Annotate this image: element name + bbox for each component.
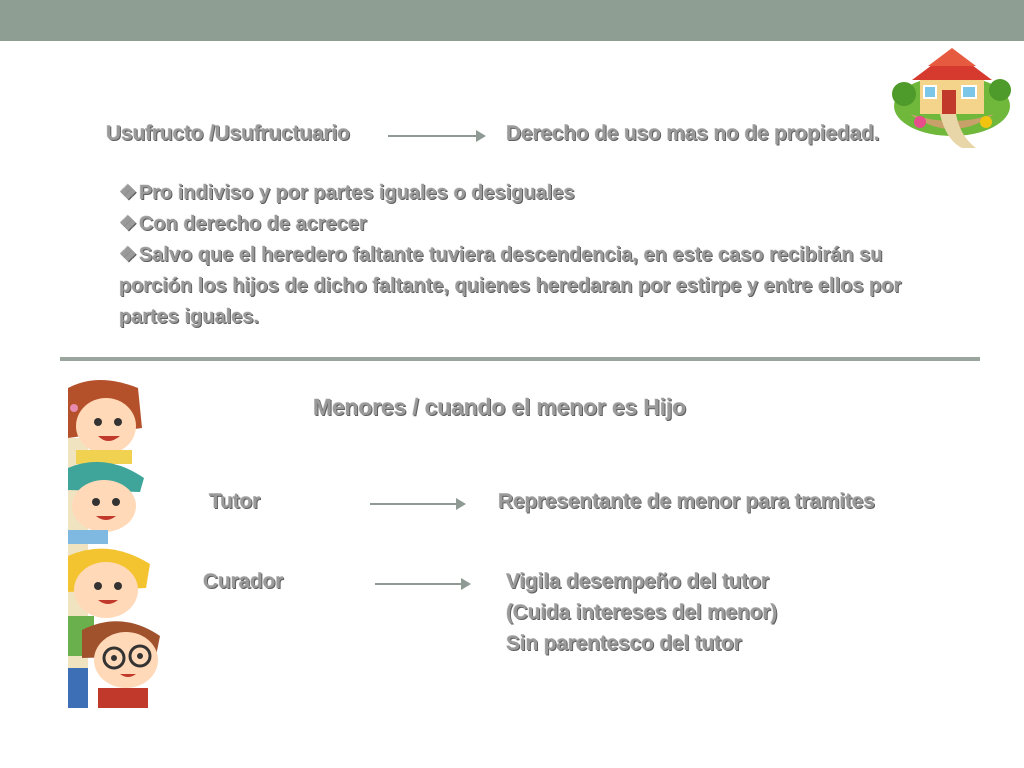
arrow-head [456, 498, 466, 510]
arrow-head [461, 578, 471, 590]
diamond-bullet-icon: ❖ [119, 182, 137, 204]
bullet-list [119, 178, 939, 333]
arrow-line [370, 503, 458, 505]
curador-line: Vigila desempeño del tutor [506, 570, 769, 593]
tutor-label: Tutor [209, 490, 261, 513]
curador-arrow [375, 578, 471, 590]
house-illustration [890, 44, 1014, 148]
bullet-item: ❖ Con derecho de acrecer [119, 213, 367, 235]
tutor-arrow [370, 498, 466, 510]
menores-heading: Menores / cuando el menor es Hijo [313, 394, 686, 420]
section-divider [60, 357, 980, 361]
arrow-head [476, 130, 486, 142]
diamond-bullet-icon: ❖ [119, 213, 137, 235]
usufructo-definition: Derecho de uso mas no de propiedad. [506, 122, 880, 145]
usufructo-term: Usufructo /Usufructuario [106, 122, 350, 145]
bullet-item: ❖ Salvo que el heredero faltante tuviera descendencia, en este caso recibirán su porción los hijos de dicho faltante, quienes heredaran por estirpe y entre ellos por partes iguales. [119, 244, 902, 328]
tutor-definition: Representante de menor para tramites [498, 490, 875, 513]
arrow-line [375, 583, 463, 585]
bullet-item: ❖ Pro indiviso y por partes iguales o desiguales [119, 182, 575, 204]
curador-label: Curador [203, 570, 284, 593]
diamond-bullet-icon: ❖ [119, 244, 137, 266]
top-banner [0, 0, 1024, 41]
usufructo-arrow [388, 130, 486, 142]
children-illustration [68, 378, 164, 708]
arrow-line [388, 135, 478, 137]
curador-line: (Cuida intereses del menor) [506, 601, 778, 624]
curador-line: Sin parentesco del tutor [506, 632, 742, 655]
